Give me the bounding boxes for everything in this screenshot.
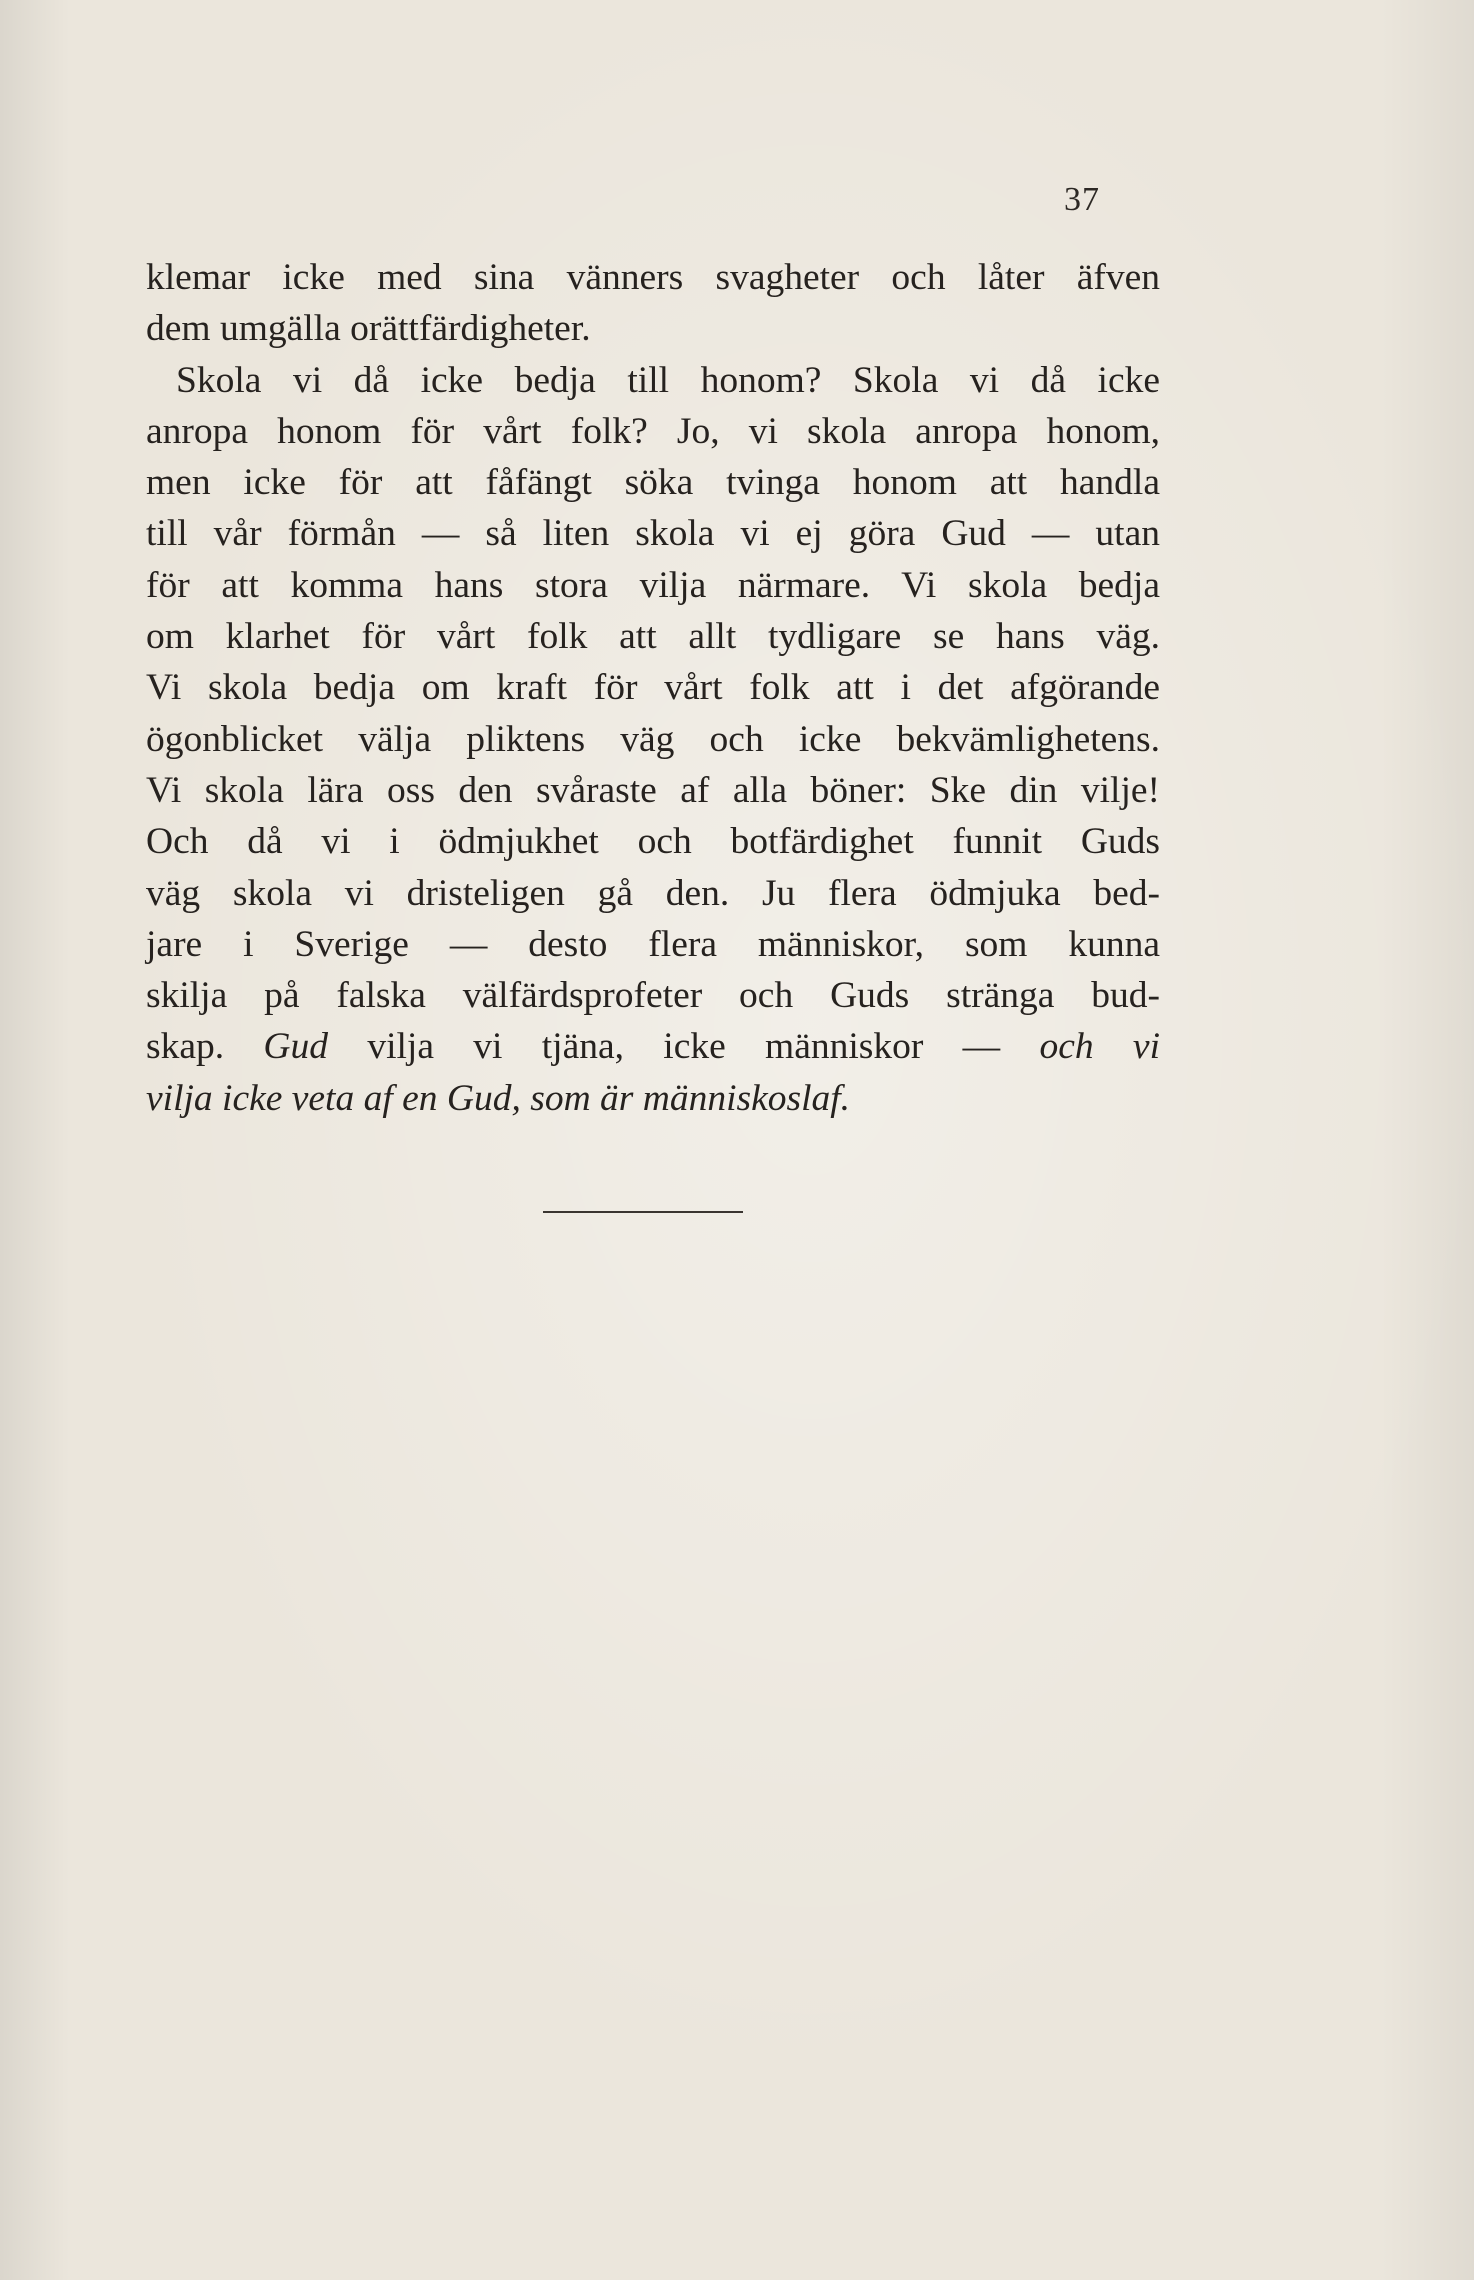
- text-line: skilja på falska välfärdsprofeter och Guds stränga bud-: [146, 975, 1160, 1017]
- italic-segment: och vi: [1039, 1026, 1160, 1068]
- text-line: om klarhet för vårt folk att allt tydligare se hans väg.: [146, 616, 1160, 658]
- text-line: Vi skola lära oss den svåraste af alla böner: Ske din vilje!: [146, 769, 1160, 811]
- text-line-mixed: [146, 1021, 1160, 1072]
- text-line: väg skola vi dristeligen gå den. Ju flera ödmjuka bed-: [146, 872, 1160, 914]
- text-line: dem umgälla orättfärdigheter.: [146, 308, 591, 350]
- text-line: ögonblicket välja pliktens väg och icke bekvämlighetens.: [146, 718, 1160, 760]
- text-line: till vår förmån — så liten skola vi ej göra Gud — utan: [146, 513, 1160, 555]
- text-line: Vi skola bedja om kraft för vårt folk att i det afgörande: [146, 667, 1160, 709]
- italic-segment: Gud: [263, 1026, 329, 1068]
- text-line: jare i Sverige — desto flera människor, som kunna: [146, 923, 1160, 965]
- text-line: för att komma hans stora vilja närmare. Vi skola bedja: [146, 564, 1160, 606]
- body-text: [146, 252, 1160, 1124]
- text-line: Och då vi i ödmjukhet och botfärdighet funnit Guds: [146, 821, 1160, 863]
- text-segment: vilja vi tjäna, icke människor —: [328, 1026, 1040, 1068]
- text-line: anropa honom för vårt folk? Jo, vi skola anropa honom,: [146, 410, 1160, 452]
- text-line: Skola vi då icke bedja till honom? Skola vi då icke: [176, 359, 1160, 401]
- text-line-italic: vilja icke veta af en Gud, som är människoslaf.: [146, 1077, 851, 1119]
- text-segment: skap.: [146, 1026, 264, 1068]
- section-divider: [543, 1211, 743, 1213]
- page-number: 37: [1064, 181, 1100, 218]
- text-line: klemar icke med sina vänners svagheter och låter äfven: [146, 257, 1160, 298]
- text-line: men icke för att fåfängt söka tvinga honom att handla: [146, 462, 1160, 504]
